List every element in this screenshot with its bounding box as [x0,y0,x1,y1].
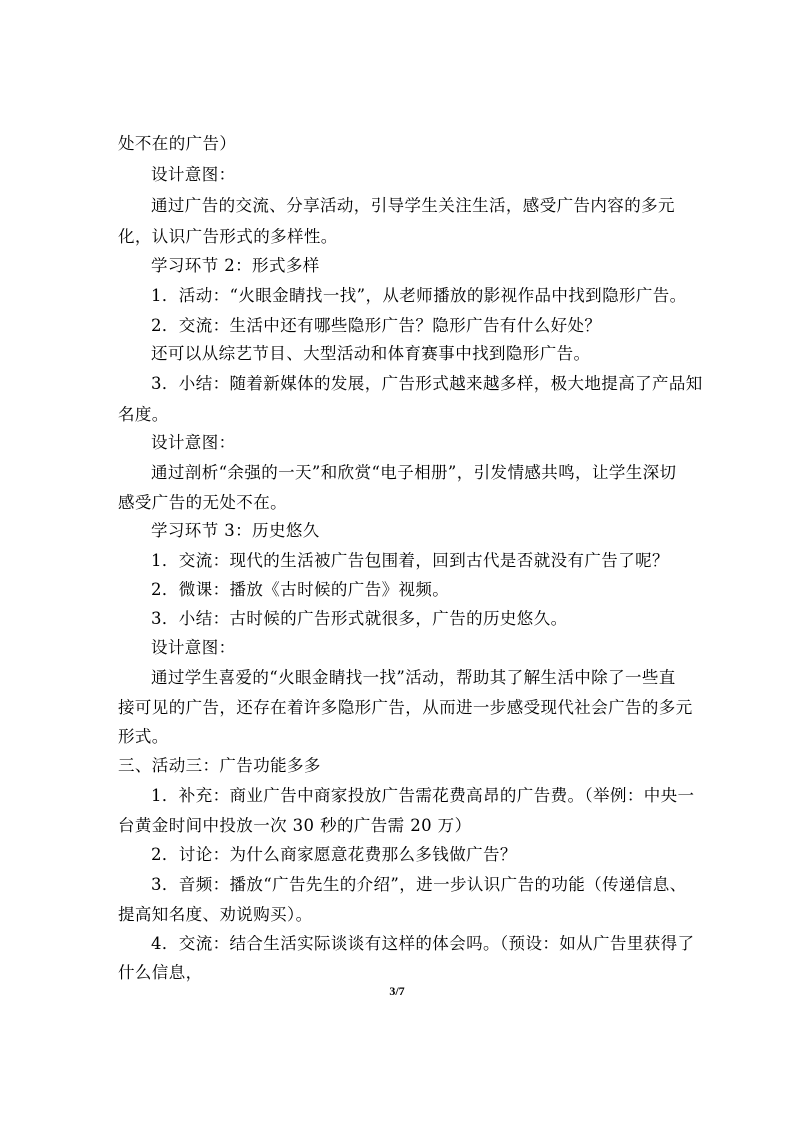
text-line: 设计意图： [151,638,236,657]
text-line: 通过学生喜爱的“火眼金睛找一找”活动，帮助其了解生活中除了一些直 [151,668,676,687]
text-line: 接可见的广告，还存在着许多隐形广告，从而进一步感受现代社会广告的多元 [118,698,693,717]
text-line: 形式。 [118,727,169,746]
text-line: 什么信息， [118,963,203,982]
page-number: 3/7 [389,984,405,998]
text-line: 提高知名度、劝说购买）。 [118,905,313,924]
text-line: 化，认识广告形式的多样性。 [118,227,338,246]
text-line: 设计意图： [151,433,236,452]
text-line: 1．补充：商业广告中商家投放广告需花费高昂的广告费。（举例：中央一 [151,786,695,805]
text-line: 学习环节 2：形式多样 [151,256,320,275]
text-line: 2．交流：生活中还有哪些隐形广告？隐形广告有什么好处？ [151,316,602,335]
text-line: 1．活动：“火眼金睛找一找”，从老师播放的影视作品中找到隐形广告。 [151,286,687,305]
text-line: 3．音频：播放“广告先生的介绍”，进一步认识广告的功能（传递信息、 [151,875,687,894]
text-line: 4．交流：结合生活实际谈谈有这样的体会吗。（预设：如从广告里获得了 [151,934,695,953]
text-line: 3．小结：随着新媒体的发展，广告形式越来越多样，极大地提高了产品知 [151,374,703,393]
text-line: 通过广告的交流、分享活动，引导学生关注生活，感受广告内容的多元 [151,196,675,215]
section-heading: 三、活动三：广告功能多多 [118,756,321,775]
text-line: 1．交流：现代的生活被广告包围着，回到古代是否就没有广告了呢？ [151,551,669,570]
text-line: 2．讨论：为什么商家愿意花费那么多钱做广告？ [151,845,517,864]
text-line: 处不在的广告） [118,134,237,153]
text-line: 设计意图： [151,165,236,184]
text-line: 感受广告的无处不在。 [118,493,287,512]
text-line: 2．微课：播放《古时候的广告》视频。 [151,580,450,599]
text-line: 学习环节 3：历史悠久 [151,521,320,540]
text-line: 台黄金时间中投放一次 30 秒的广告需 20 万） [118,816,472,835]
text-line: 3．小结：古时候的广告形式就很多，广告的历史悠久。 [151,609,568,628]
text-line: 还可以从综艺节目、大型活动和体育赛事中找到隐形广告。 [151,344,591,363]
text-line: 名度。 [118,405,169,424]
text-line: 通过剖析“余强的一天”和欣赏“电子相册”，引发情感共鸣，让学生深切 [151,463,677,482]
